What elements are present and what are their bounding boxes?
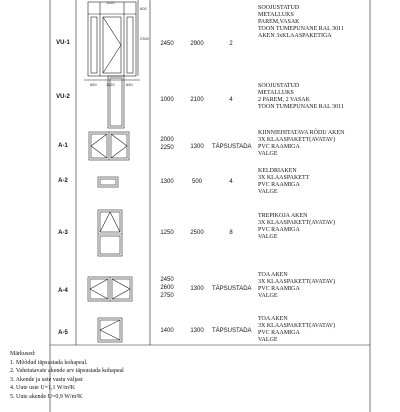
row-qty: 2	[229, 41, 233, 47]
row-code: A-4	[58, 288, 68, 294]
row-width: 2450	[160, 41, 174, 47]
row-height: 2500	[190, 230, 204, 236]
vu1-elevation	[84, 0, 140, 80]
note-item: 2. Vahetatavate akende arv täpsustada kohapeal	[10, 368, 124, 374]
row-qty: TÄPSUSTADA	[212, 286, 252, 292]
notes	[10, 350, 124, 401]
row-code: A-2	[58, 178, 68, 184]
a3-elevation	[98, 210, 122, 256]
vu1-dim-bottom-a: 650	[90, 82, 97, 87]
row-code: A-1	[58, 143, 68, 149]
row-qty: 4	[229, 97, 233, 103]
row-height: 1300	[190, 144, 204, 150]
row-description: KIINNIEHITATAVA RÕDU AKEN 3X KLAASPAKETT(AVATAV) PVC RAAMIGA VALGE	[258, 130, 345, 157]
row-description: TREPIKOJA AKEN 3X KLAASPAKETT(AVATAV) PVC RAAMIGA VALGE	[258, 213, 336, 240]
row-qty: TÄPSUSTADA	[212, 144, 252, 150]
row-height: 500	[191, 179, 202, 185]
row-height: 1300	[190, 328, 204, 334]
vu1-dim-top: 1120	[106, 0, 115, 5]
a4-elevation	[88, 277, 132, 301]
row-description: KELDRIAKEN 3X KLAASPAKETT PVC RAAMIGA VALGE	[258, 168, 310, 195]
row-height: 1300	[190, 286, 204, 292]
row-width: 1000	[160, 97, 174, 103]
row-width: 1250	[160, 230, 174, 236]
note-item: 3. Akende ja uste vastu väljast	[10, 376, 83, 383]
row-description: TOA AKEN 3X KLAASPAKETT(AVATAV) PVC RAAMIGA VALGE	[258, 272, 336, 299]
note-item: 1. Mõõdud täpsustada kohapeal.	[10, 359, 88, 366]
note-item: 5. Uute akende U=0,9 W/m²K	[10, 393, 83, 400]
row-code: VU-2	[56, 94, 70, 100]
row-description: SOOJUSTATUD METALLUKS PAREM,VASAK TOON TUMEPUNANE RAL 3011 AKEN 3xKLAASPAKETIGA	[258, 5, 344, 39]
row-width: 2000 2250	[160, 137, 174, 151]
vu1-dim-bottom-c: 650	[126, 82, 133, 87]
row-code: A-3	[58, 230, 68, 236]
a1-elevation	[89, 132, 129, 160]
row-qty: 8	[229, 230, 233, 236]
row-qty: TÄPSUSTADA	[212, 328, 252, 334]
row-height: 2900	[190, 41, 204, 47]
row-code: VU-1	[56, 40, 70, 46]
note-item: 4. Uute uste U=1,1 W/m²K	[10, 385, 76, 391]
vu1-dim-bottom-b: 1120	[106, 82, 115, 87]
row-width: 1300	[160, 179, 174, 185]
row-code: A-5	[58, 330, 68, 336]
vu1-dim-side-b: 2300	[140, 36, 149, 41]
a2-elevation	[98, 177, 118, 187]
row-qty: 4	[229, 179, 233, 185]
vu1-dim-side-a: 600	[140, 6, 147, 11]
row-width: 1400	[160, 328, 174, 334]
a5-elevation	[98, 318, 122, 342]
row-width: 2450 2600 2750	[160, 277, 174, 299]
row-height: 2100	[190, 97, 204, 103]
row-description: SOOJUSTATUD METALLUKS 2 PAREM, 2 VASAK TOON TUMEPUNANE RAL 3011	[258, 83, 344, 110]
row-description: TOA AKEN 3X KLAASPAKETT(AVATAV) PVC RAAMIGA VALGE	[258, 316, 336, 343]
notes-title: Märkused:	[10, 351, 36, 357]
